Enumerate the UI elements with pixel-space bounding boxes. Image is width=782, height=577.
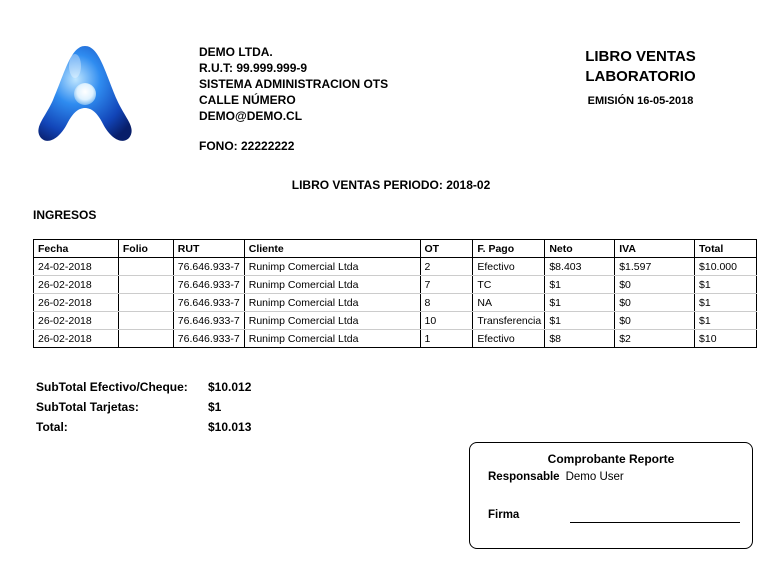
table-cell: 76.646.933-7 xyxy=(173,276,244,294)
table-cell: 1 xyxy=(420,330,473,348)
subtotal-cash-value: $10.012 xyxy=(208,380,252,394)
table-cell xyxy=(118,294,173,312)
table-cell: 24-02-2018 xyxy=(34,258,119,276)
column-header: Neto xyxy=(545,240,615,258)
table-row xyxy=(34,258,757,276)
table-cell xyxy=(118,276,173,294)
table-row xyxy=(34,276,757,294)
table-cell: $0 xyxy=(615,276,695,294)
table-cell: 7 xyxy=(420,276,473,294)
emission-date: EMISIÓN 16-05-2018 xyxy=(587,95,694,107)
table-cell: Runimp Comercial Ltda xyxy=(244,276,420,294)
table-cell: Transferencia xyxy=(473,312,545,330)
column-header: F. Pago xyxy=(473,240,545,258)
responsible-value: Demo User xyxy=(565,471,624,483)
table-cell: 10 xyxy=(420,312,473,330)
table-cell: $8.403 xyxy=(545,258,615,276)
report-title-line1: LIBRO VENTAS xyxy=(585,48,696,65)
table-cell: Efectivo xyxy=(473,258,545,276)
column-header: IVA xyxy=(615,240,695,258)
responsible-row xyxy=(488,471,624,483)
table-cell: 26-02-2018 xyxy=(34,312,119,330)
company-info xyxy=(199,44,388,154)
table-cell: $2 xyxy=(615,330,695,348)
company-logo-icon xyxy=(33,42,137,142)
table-cell: Efectivo xyxy=(473,330,545,348)
signature-label: Firma xyxy=(488,509,520,521)
table-cell: $0 xyxy=(615,294,695,312)
table-cell: $1 xyxy=(695,312,757,330)
subtotal-cards-value: $1 xyxy=(208,400,222,414)
report-period: LIBRO VENTAS PERIODO: 2018-02 xyxy=(291,178,491,192)
table-cell: $8 xyxy=(545,330,615,348)
table-cell xyxy=(118,312,173,330)
column-header: Total xyxy=(695,240,757,258)
table-cell: 76.646.933-7 xyxy=(173,312,244,330)
table-cell: 26-02-2018 xyxy=(34,330,119,348)
table-cell: $1 xyxy=(545,294,615,312)
column-header: Fecha xyxy=(34,240,119,258)
subtotal-cash-label: SubTotal Efectivo/Cheque: xyxy=(36,380,188,394)
total-row xyxy=(36,420,251,440)
table-row xyxy=(34,330,757,348)
company-phone: FONO: 22222222 xyxy=(199,139,295,153)
table-cell: NA xyxy=(473,294,545,312)
table-cell: 8 xyxy=(420,294,473,312)
subtotal-cards-label: SubTotal Tarjetas: xyxy=(36,400,139,414)
section-title: INGRESOS xyxy=(33,208,97,222)
total-label: Total: xyxy=(36,420,68,434)
company-system: SISTEMA ADMINISTRACION OTS xyxy=(199,77,389,91)
table-cell: $1 xyxy=(695,276,757,294)
receipt-box xyxy=(469,442,753,549)
table-cell: Runimp Comercial Ltda xyxy=(244,294,420,312)
totals-block xyxy=(36,380,251,440)
table-cell: Runimp Comercial Ltda xyxy=(244,258,420,276)
total-value: $10.013 xyxy=(208,420,252,434)
table-cell: 76.646.933-7 xyxy=(173,330,244,348)
column-header: OT xyxy=(420,240,473,258)
sales-table xyxy=(33,239,757,348)
table-cell: 76.646.933-7 xyxy=(173,258,244,276)
column-header: Cliente xyxy=(244,240,420,258)
responsible-label: Responsable xyxy=(488,471,560,483)
report-title-block xyxy=(563,47,718,107)
table-row xyxy=(34,312,757,330)
column-header: RUT xyxy=(173,240,244,258)
table-cell: 2 xyxy=(420,258,473,276)
table-cell xyxy=(118,258,173,276)
table-cell: $0 xyxy=(615,312,695,330)
company-rut: R.U.T: 99.999.999-9 xyxy=(199,61,308,75)
table-cell: $10 xyxy=(695,330,757,348)
subtotal-cards-row xyxy=(36,400,251,420)
table-cell: $1.597 xyxy=(615,258,695,276)
table-header-row xyxy=(34,240,757,258)
company-email: DEMO@DEMO.CL xyxy=(199,109,303,123)
subtotal-cash-row xyxy=(36,380,251,400)
report-title-line2: LABORATORIO xyxy=(585,68,696,85)
table-cell xyxy=(118,330,173,348)
table-cell: $1 xyxy=(695,294,757,312)
table-cell: $1 xyxy=(545,276,615,294)
table-cell: Runimp Comercial Ltda xyxy=(244,312,420,330)
table-row xyxy=(34,294,757,312)
table-cell: 26-02-2018 xyxy=(34,294,119,312)
column-header: Folio xyxy=(118,240,173,258)
table-cell: $10.000 xyxy=(695,258,757,276)
table-cell: 76.646.933-7 xyxy=(173,294,244,312)
table-cell: 26-02-2018 xyxy=(34,276,119,294)
company-address: CALLE NÚMERO xyxy=(199,93,296,107)
table-cell: Runimp Comercial Ltda xyxy=(244,330,420,348)
receipt-title: Comprobante Reporte xyxy=(547,452,675,466)
table-cell: TC xyxy=(473,276,545,294)
company-name: DEMO LTDA. xyxy=(199,45,273,59)
signature-line xyxy=(570,522,740,523)
table-cell: $1 xyxy=(545,312,615,330)
